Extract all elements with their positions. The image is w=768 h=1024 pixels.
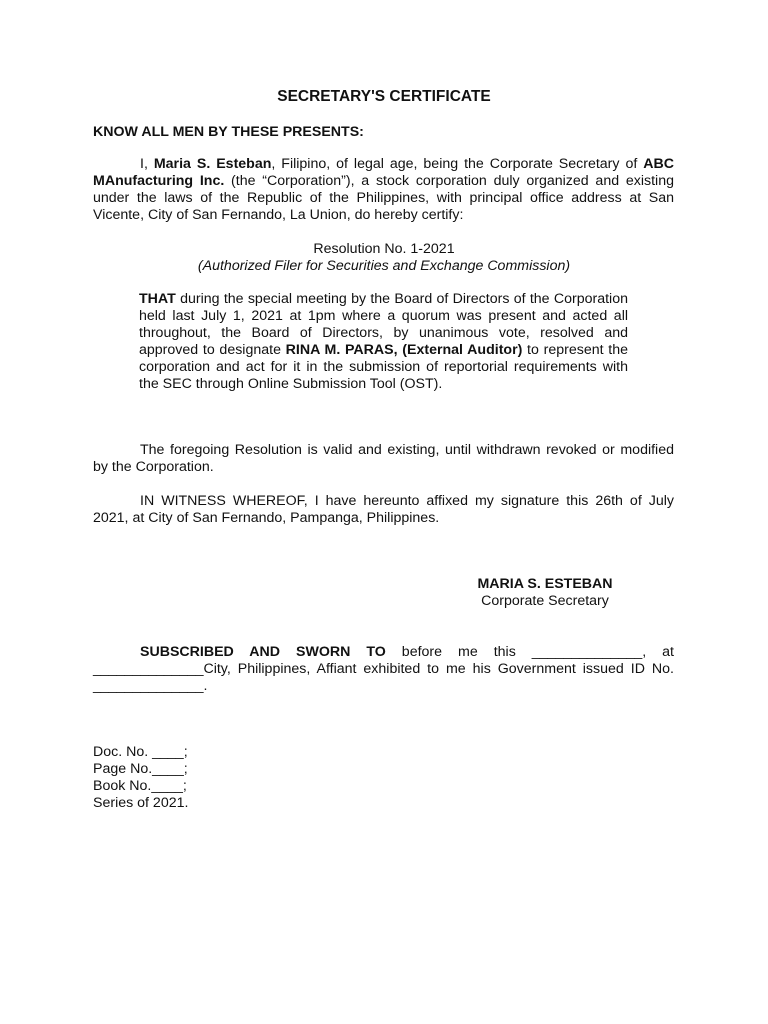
sworn-lead: SUBSCRIBED AND SWORN TO — [140, 644, 386, 660]
sworn-paragraph — [93, 644, 674, 695]
notarial-register-info — [93, 744, 188, 812]
that-lead: THAT — [139, 291, 176, 307]
intro-mid: , Filipino, of legal age, being the Corporate Secretary of — [271, 156, 644, 172]
page-number: Page No.____; — [93, 761, 188, 777]
that-clause — [139, 291, 628, 393]
intro-rest: (the “Corporation”), a stock corporation duly organized and existing under the laws of the Republic of the Philippines, with principal office address at San Vicente, City of San Fernando, La Union, do hereby certify: — [93, 173, 674, 223]
resolution-number: Resolution No. 1-2021 — [313, 241, 455, 257]
book-number: Book No.____; — [93, 778, 187, 794]
know-all-men-heading: KNOW ALL MEN BY THESE PRESENTS: — [93, 124, 364, 140]
signatory-name: MARIA S. ESTEBAN — [477, 576, 613, 592]
foregoing-paragraph: The foregoing Resolution is valid and existing, until withdrawn revoked or modified by the Corporation. — [93, 442, 674, 475]
intro-paragraph — [93, 156, 674, 224]
secretary-name: Maria S. Esteban — [153, 156, 272, 172]
intro-pre: I, — [140, 156, 154, 172]
doc-number: Doc. No. ____; — [93, 744, 188, 760]
sworn-body: before me this ______________, at ______________City, Philippines, Affiant exhibited to me his Government issued ID No. ______________. — [93, 644, 675, 694]
designee-name: RINA M. PARAS, (External Auditor) — [285, 342, 523, 358]
document-title: SECRETARY'S CERTIFICATE — [277, 88, 491, 105]
company-name: ABC MAnufacturing Inc. — [93, 156, 674, 189]
that-body-1: during the special meeting by the Board of Directors of the Corporation held last July 1, 2021 at 1pm where a quorum was present and acted all throughout, the Board of Directors, by unanimous vote, resolved and approved to designate — [139, 291, 628, 358]
that-body-2: to represent the corporation and act for it in the submission of reportorial requirements with the SEC through Online Submission Tool (OST). — [139, 342, 628, 392]
signatory-position: Corporate Secretary — [481, 593, 609, 609]
witness-paragraph: IN WITNESS WHEREOF, I have hereunto affixed my signature this 26th of July 2021, at City of San Fernando, Pampanga, Philippines. — [93, 493, 674, 526]
resolution-heading — [0, 241, 768, 275]
resolution-subtitle: (Authorized Filer for Securities and Exchange Commission) — [197, 258, 571, 274]
signatory-block — [380, 576, 710, 610]
series-year: Series of 2021. — [93, 795, 189, 811]
